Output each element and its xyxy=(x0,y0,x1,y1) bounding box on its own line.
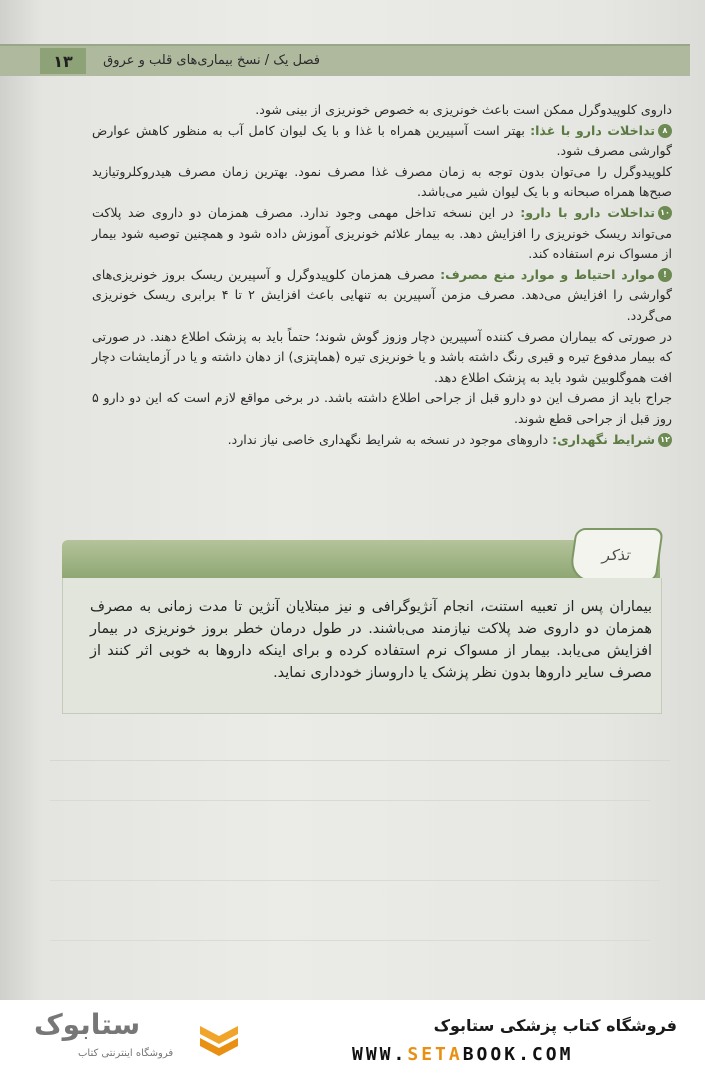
paragraph-warning-signs: در صورتی که بیماران مصرف کننده آسپیرین دچار وزوز گوش شوند؛ حتماً باید به پزشک اطلاع دهند. در صورتی که بیمار مدفوع تیره و قیری رنگ داشته باشد و یا خونریزی تیره (هماپتزی) از دهان داشته و یا در آزمایشات دچار افت هموگلوبین شود باید به پزشک اطلاع دهد. xyxy=(92,328,672,385)
caution-text: مصرف همزمان کلوپیدوگرل و آسپیرین ریسک بروز خونریزی‌های گوارشی را افزایش می‌دهد. مصرف مزمن آسپیرین به تنهایی باعث افزایش ۲ تا ۴ برابری ریسک خونریزی می‌گردد. xyxy=(92,266,672,323)
url-highlight: SETA xyxy=(407,1044,463,1065)
paragraph-clopidogrel-timing: کلوپیدوگرل را می‌توان بدون توجه به زمان مصرف غذا مصرف نمود. بهترین زمان مصرف هیدروکلروتیازید صبح‌ها همراه صبحانه و با یک لیوان شیر می‌باشد. xyxy=(92,163,672,200)
bleed-through-line xyxy=(50,800,650,801)
bleed-through-line xyxy=(50,880,660,881)
paragraph-clopidogrel-bleeding: داروی کلوپیدوگرل ممکن است باعث خونریزی به خصوص خونریزی از بینی شود. xyxy=(255,102,672,117)
page-header xyxy=(0,44,690,76)
caution-section xyxy=(92,265,672,327)
food-interaction-section xyxy=(92,121,672,162)
logo-subtitle: فروشگاه اینترنتی کتاب xyxy=(78,1048,174,1059)
food-section-icon: ۸ xyxy=(658,124,672,138)
caution-label: موارد احتیاط و موارد منع مصرف: xyxy=(440,266,655,282)
store-footer xyxy=(0,1000,705,1079)
note-tab-label: تذکر xyxy=(602,546,630,564)
note-banner xyxy=(62,540,660,578)
food-interaction-text: بهتر است آسپیرین همراه با غذا و با یک لیوان کامل آب به منظور کاهش عوارض گوارشی مصرف شود. xyxy=(92,122,672,159)
url-prefix: WWW. xyxy=(352,1044,408,1065)
drug-interaction-text: در این نسخه تداخل مهمی وجود ندارد. مصرف همزمان دو داروی ضد پلاکت می‌تواند ریسک خونریزی را افزایش دهد. به بیمار علائم خونریزی آموزش داده شود و همچنین توصیه شود بیمار از مسواک نرم استفاده کند. xyxy=(92,204,672,262)
food-interaction-label: تداخلات دارو با غذا: xyxy=(530,122,655,138)
shop-url[interactable] xyxy=(352,1044,573,1065)
setabook-logo-icon xyxy=(196,1018,242,1064)
page-number: ۱۳ xyxy=(40,48,86,74)
drug-interaction-section xyxy=(92,203,672,265)
main-text xyxy=(92,100,672,450)
drug-interaction-label: تداخلات دارو با دارو: xyxy=(520,204,656,220)
chapter-title: فصل یک / نسخ بیماری‌های قلب و عروق xyxy=(103,53,320,68)
bleed-through-line xyxy=(50,760,670,761)
logo-wordmark: ستابوک xyxy=(34,1008,141,1041)
paragraph-surgeon: جراح باید از مصرف این دو دارو قبل از جراحی اطلاع داشته باشد. در برخی مواقع لازم است که این دو دارو ۵ روز قبل از جراحی قطع شوند. xyxy=(92,390,672,426)
storage-section xyxy=(92,430,672,451)
note-tab xyxy=(568,528,664,582)
storage-section-icon: ۱۲ xyxy=(658,433,672,447)
note-text: بیماران پس از تعبیه استنت، انجام آنژیوگرافی و نیز مبتلایان آنژین تا مدت زمانی به مصرف همزمان دو داروی ضد پلاکت نیازمند می‌باشند. در طول درمان خطر بروز خونریزی در بیمار افزایش می‌یابد. بیمار از مسواک نرم استفاده کرده و برای اینکه داروها به خوبی اثر کنند از مصرف سایر داروها بدون نظر پزشک یا داروساز خودداری نماید. xyxy=(90,599,652,681)
drug-section-icon: ۱۰ xyxy=(658,206,672,220)
caution-icon: ! xyxy=(658,268,672,282)
storage-label: شرایط نگهداری: xyxy=(552,431,655,447)
storage-text: داروهای موجود در نسخه به شرایط نگهداری خاصی نیاز ندارد. xyxy=(227,431,553,447)
url-suffix: BOOK.COM xyxy=(462,1044,574,1065)
shop-name: فروشگاه کتاب پزشکی ستابوک xyxy=(433,1016,677,1035)
bleed-through-line xyxy=(50,940,650,941)
